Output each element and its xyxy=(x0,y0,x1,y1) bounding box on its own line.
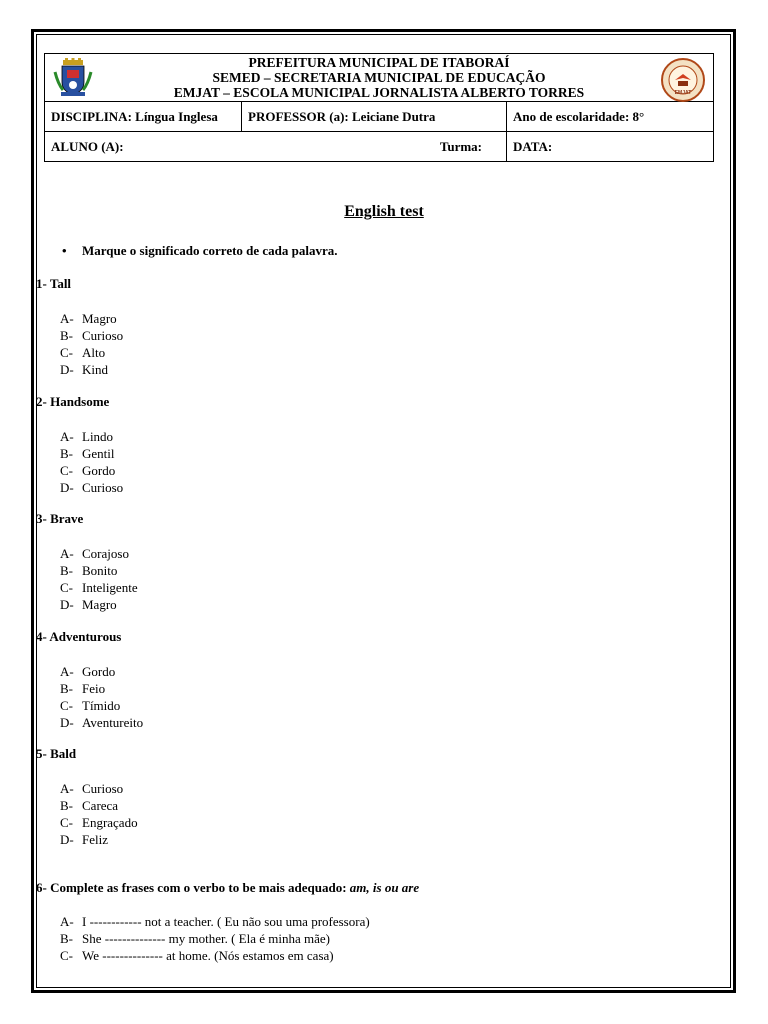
question-5-options xyxy=(60,780,138,848)
option-letter: A- xyxy=(60,311,74,326)
page-border-inner xyxy=(36,34,731,988)
instruction-text: Marque o significado correto de cada palavra. xyxy=(82,243,338,258)
option-text: Alto xyxy=(82,345,106,360)
option-item xyxy=(60,579,138,596)
option-item xyxy=(60,814,138,831)
school-header xyxy=(45,54,714,102)
option-letter: C- xyxy=(60,580,73,595)
question-3-options xyxy=(60,545,138,613)
question-6-text: 6- Complete as frases com o verbo to be mais adequado: xyxy=(36,880,347,895)
school-seal-icon xyxy=(661,58,705,102)
teacher-cell: PROFESSOR (a): Leiciane Dutra xyxy=(242,102,507,132)
option-item xyxy=(60,663,143,680)
option-letter: B- xyxy=(60,328,73,343)
header-line-3: EMJAT – ESCOLA MUNICIPAL JORNALISTA ALBERTO TORRES xyxy=(173,85,585,100)
subject-cell: DISCIPLINA: Língua Inglesa xyxy=(45,102,242,132)
grade-cell: Ano de escolaridade: 8° xyxy=(507,102,714,132)
option-letter: D- xyxy=(60,715,74,730)
question-5-label: 5- Bald xyxy=(36,746,77,761)
option-text: Curioso xyxy=(82,480,124,495)
option-letter: B- xyxy=(60,798,73,813)
option-text: Engraçado xyxy=(82,815,138,830)
option-text: Feliz xyxy=(82,832,108,847)
date-cell: DATA: xyxy=(507,132,714,162)
option-letter: C- xyxy=(60,698,73,713)
class-label: Turma: xyxy=(439,138,482,154)
option-item xyxy=(60,680,143,697)
question-3-label: 3- Brave xyxy=(36,511,84,526)
option-item xyxy=(60,361,123,378)
option-letter: A- xyxy=(60,429,74,444)
question-1-label: 1- Tall xyxy=(36,276,72,291)
option-text: Lindo xyxy=(82,429,114,444)
option-text: We -------------- at home. (Nós estamos em casa) xyxy=(82,948,334,963)
question-4-label: 4- Adventurous xyxy=(36,629,122,644)
option-item xyxy=(60,913,370,930)
option-letter: C- xyxy=(60,815,73,830)
option-item xyxy=(60,780,138,797)
option-text: Magro xyxy=(82,311,117,326)
option-item xyxy=(60,310,123,327)
option-text: Feio xyxy=(82,681,106,696)
option-letter: A- xyxy=(60,664,74,679)
option-letter: C- xyxy=(60,345,73,360)
option-letter: B- xyxy=(60,563,73,578)
option-item xyxy=(60,479,123,496)
option-item xyxy=(60,462,123,479)
option-text: Kind xyxy=(82,362,108,377)
option-item xyxy=(60,596,138,613)
option-text: Curioso xyxy=(82,781,124,796)
option-text: Gordo xyxy=(82,664,116,679)
question-1-options xyxy=(60,310,123,378)
option-text: Magro xyxy=(82,597,117,612)
option-text: Bonito xyxy=(82,563,118,578)
option-item xyxy=(60,831,138,848)
option-text: Tímido xyxy=(82,698,121,713)
question-6-verbs: am, is ou are xyxy=(349,880,420,895)
question-2-options xyxy=(60,428,123,496)
option-text: Gordo xyxy=(82,463,116,478)
option-letter: C- xyxy=(60,463,73,478)
option-text: Curioso xyxy=(82,328,124,343)
option-item xyxy=(60,697,143,714)
option-item xyxy=(60,327,123,344)
city-coat-of-arms-icon xyxy=(53,58,93,98)
option-text: Gentil xyxy=(82,446,115,461)
option-item xyxy=(60,428,123,445)
bullet-icon: • xyxy=(62,243,67,258)
option-letter: A- xyxy=(60,914,74,929)
option-item xyxy=(60,445,123,462)
option-item xyxy=(60,714,143,731)
option-text: Inteligente xyxy=(82,580,138,595)
option-letter: B- xyxy=(60,681,73,696)
header-line-2: SEMED – SECRETARIA MUNICIPAL DE EDUCAÇÃO xyxy=(212,70,546,85)
question-6-label xyxy=(36,880,419,896)
option-text: She -------------- my mother. ( Ela é minha mãe) xyxy=(82,931,330,946)
question-2-label: 2- Handsome xyxy=(36,394,110,409)
option-item xyxy=(60,797,138,814)
header-line-1: PREFEITURA MUNICIPAL DE ITABORAÍ xyxy=(248,55,510,70)
option-text: I ------------ not a teacher. ( Eu não sou uma professora) xyxy=(82,914,370,929)
option-letter: D- xyxy=(60,832,74,847)
svg-text:EMJAT: EMJAT xyxy=(674,90,692,96)
option-letter: A- xyxy=(60,781,74,796)
option-item xyxy=(60,344,123,361)
option-letter: B- xyxy=(60,446,73,461)
option-letter: A- xyxy=(60,546,74,561)
option-item xyxy=(60,545,138,562)
option-letter: D- xyxy=(60,480,74,495)
instruction xyxy=(62,243,338,259)
option-letter: C- xyxy=(60,948,73,963)
question-6-options xyxy=(60,913,370,964)
option-item xyxy=(60,930,370,947)
option-item xyxy=(60,947,370,964)
option-text: Corajoso xyxy=(82,546,129,561)
option-text: Careca xyxy=(82,798,119,813)
option-text: Aventureito xyxy=(82,715,144,730)
test-title: English test xyxy=(344,203,424,220)
option-item xyxy=(60,562,138,579)
option-letter: D- xyxy=(60,597,74,612)
school-header-table xyxy=(44,53,714,162)
option-letter: B- xyxy=(60,931,73,946)
student-cell xyxy=(45,132,507,162)
option-letter: D- xyxy=(60,362,74,377)
student-label: ALUNO (A): xyxy=(51,138,124,154)
question-4-options xyxy=(60,663,143,731)
